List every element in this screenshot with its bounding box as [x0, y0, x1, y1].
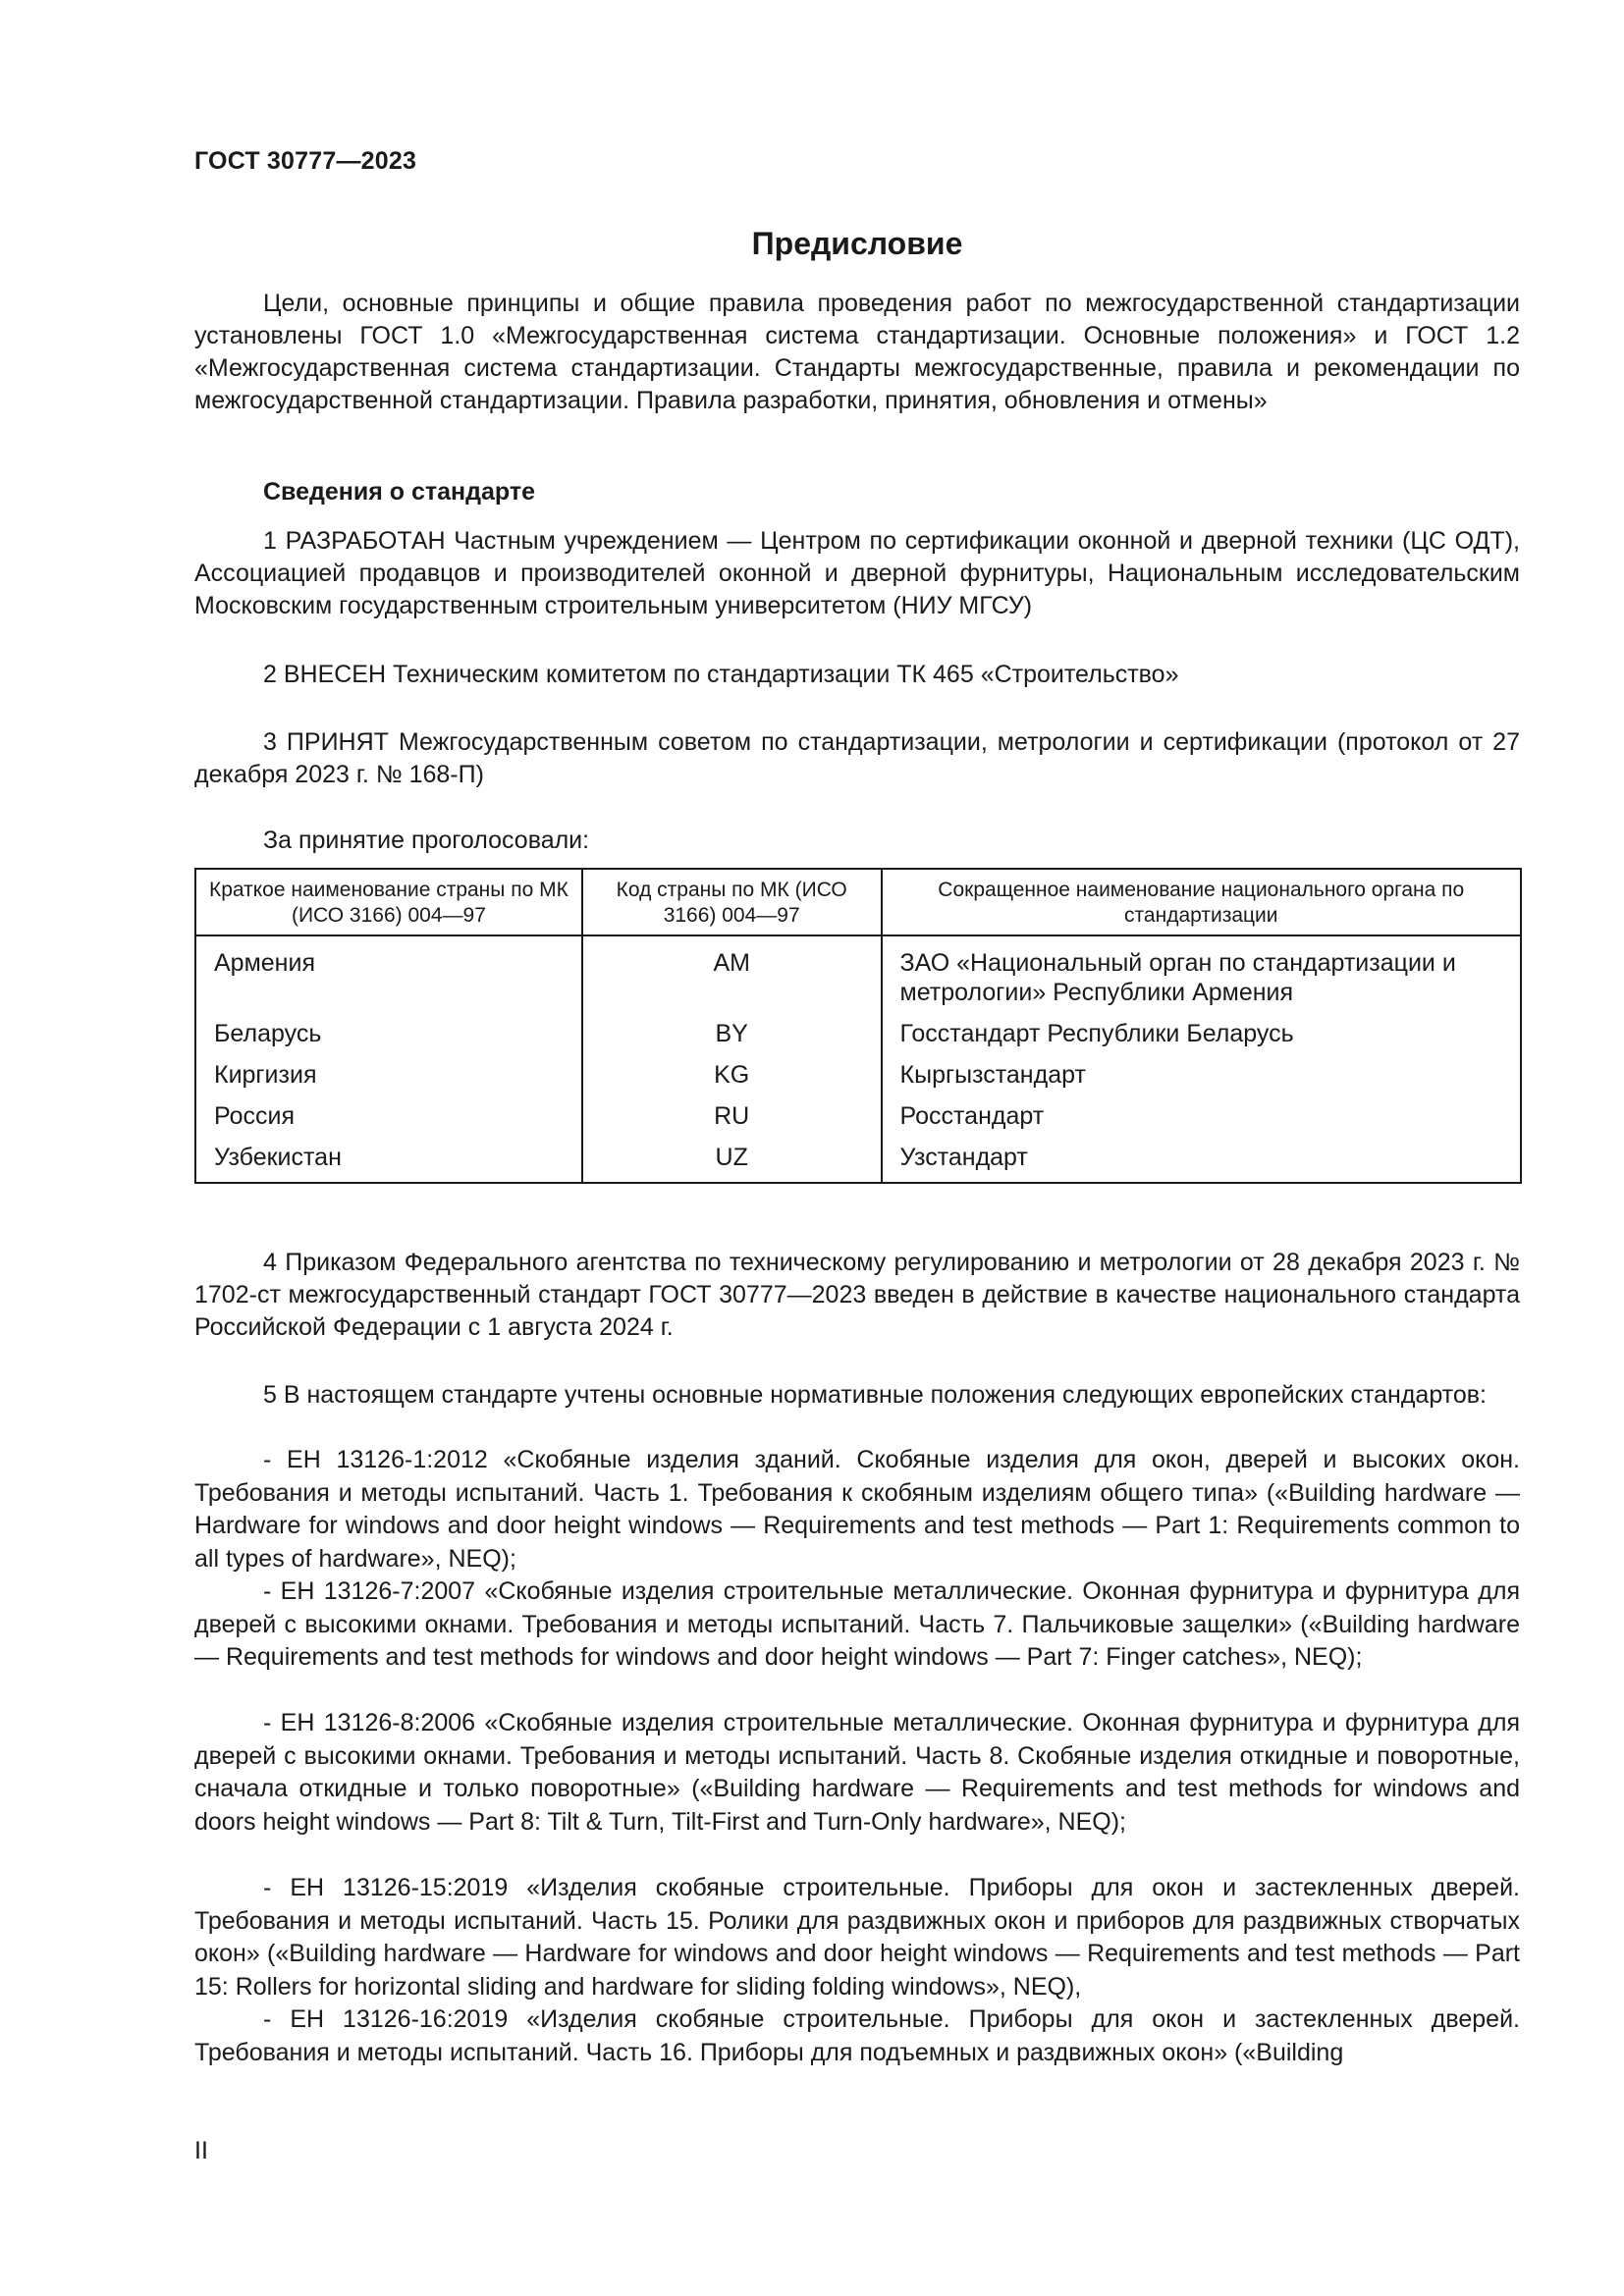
table-cell-country: Армения — [195, 935, 582, 1013]
table-row — [195, 1095, 1521, 1137]
table-header-body: Сокращенное наименование национального органа по стандартизации — [882, 869, 1521, 935]
standard-list-item: - ЕН 13126-8:2006 «Скобяные изделия строительные металлические. Оконная фурнитура и фурнитура для дверей с высокими окнами. Требования и методы испытаний. Часть 8. Скобяные изделия откидные и поворотные, сначала откидные и только поворотные» («Building hardware — Requirements and test methods for windows and doors height windows — Part 8: Tilt & Turn, Tilt-First and Turn-Only hardware», NEQ); — [194, 1709, 1520, 1836]
table-cell-body: Кыргызстандарт — [882, 1054, 1521, 1095]
item-adopted: 3 ПРИНЯТ Межгосударственным советом по стандартизации, метрологии и сертификации (протокол от 27 декабря 2023 г. № 168-П) — [194, 728, 1520, 788]
table-row — [195, 1137, 1521, 1183]
table-header-country: Краткое наименование страны по МК (ИСО 3166) 004—97 — [195, 869, 582, 935]
table-cell-code: AM — [582, 935, 882, 1013]
table-cell-code: UZ — [582, 1137, 882, 1183]
table-cell-country: Россия — [195, 1095, 582, 1137]
table-cell-code: KG — [582, 1054, 882, 1095]
document-code: ГОСТ 30777—2023 — [194, 147, 417, 175]
table-cell-body: Узстандарт — [882, 1137, 1521, 1183]
table-header-row — [195, 869, 1521, 935]
table-row — [195, 935, 1521, 1013]
standard-list-item: - ЕН 13126-7:2007 «Скобяные изделия строительные металлические. Оконная фурнитура и фурнитура для дверей с высокими окнами. Требования и методы испытаний. Часть 7. Пальчиковые защелки» («Building hardware — Requirements and test methods for windows and door height windows — Part 7: Finger catches», NEQ); — [194, 1577, 1520, 1671]
table-cell-country: Беларусь — [195, 1013, 582, 1054]
table-cell-body: Росстандарт — [882, 1095, 1521, 1137]
table-cell-body: Госстандарт Республики Беларусь — [882, 1013, 1521, 1054]
page-number: II — [194, 2137, 208, 2164]
section-heading: Сведения о стандарте — [263, 478, 536, 506]
item-introduced: 2 ВНЕСЕН Техническим комитетом по стандартизации ТК 465 «Строительство» — [263, 661, 1179, 688]
item-developed: 1 РАЗРАБОТАН Частным учреждением — Центром по сертификации оконной и дверной техники (ЦС ОДТ), Ассоциацией продавцов и производителей оконной и дверной фурнитуры, Национальным исследовательским Московским государственным строительным университетом (НИУ МГСУ) — [194, 527, 1520, 619]
voting-table — [194, 868, 1522, 1184]
item-european: 5 В настоящем стандарте учтены основные нормативные положения следующих европейских стандартов: — [263, 1381, 1487, 1409]
table-cell-code: RU — [582, 1095, 882, 1137]
table-cell-country: Киргизия — [195, 1054, 582, 1095]
table-cell-country: Узбекистан — [195, 1137, 582, 1183]
standard-list-item: - ЕН 13126-15:2019 «Изделия скобяные строительные. Приборы для окон и застекленных дверей. Требования и методы испытаний. Часть 15. Ролики для раздвижных окон и приборов для раздвижных створчатых окон» («Building hardware — Hardware for windows and door height windows — Requirements and test methods — Part 15: Rollers for horizontal sliding and hardware for sliding folding windows», NEQ), — [194, 1874, 1520, 2001]
table-row — [195, 1054, 1521, 1095]
table-header-code: Код страны по МК (ИСО 3166) 004—97 — [582, 869, 882, 935]
table-row — [195, 1013, 1521, 1054]
item-order: 4 Приказом Федерального агентства по техническому регулированию и метрологии от 28 декабря 2023 г. № 1702-ст межгосударственный стандарт ГОСТ 30777—2023 введен в действие в качестве национального стандарта Российской Федерации с 1 августа 2024 г. — [194, 1249, 1520, 1341]
table-cell-code: BY — [582, 1013, 882, 1054]
voted-label: За принятие проголосовали: — [263, 827, 590, 854]
standard-list-item: - ЕН 13126-16:2019 «Изделия скобяные строительные. Приборы для окон и застекленных дверей. Требования и методы испытаний. Часть 16. Приборы для подъемных и раздвижных окон» («Building — [194, 2005, 1520, 2066]
page-title: Предисловие — [751, 226, 963, 261]
table-cell-body: ЗАО «Национальный орган по стандартизации и метрологии» Республики Армения — [882, 935, 1521, 1013]
intro-paragraph: Цели, основные принципы и общие правила проведения работ по межгосударственной стандартизации установлены ГОСТ 1.0 «Межгосударственная система стандартизации. Основные положения» и ГОСТ 1.2 «Межгосударственная система стандартизации. Стандарты межгосударственные, правила и рекомендации по межгосударственной стандартизации. Правила разработки, принятия, обновления и отмены» — [194, 290, 1520, 414]
standard-list-item: - ЕН 13126-1:2012 «Скобяные изделия зданий. Скобяные изделия для окон, дверей и высоких окон. Требования и методы испытаний. Часть 1. Требования к скобяным изделиям общего типа» («Building hardware — Hardware for windows and door height windows — Requirements and test methods — Part 1: Requirements common to all types of hardware», NEQ); — [194, 1446, 1520, 1573]
